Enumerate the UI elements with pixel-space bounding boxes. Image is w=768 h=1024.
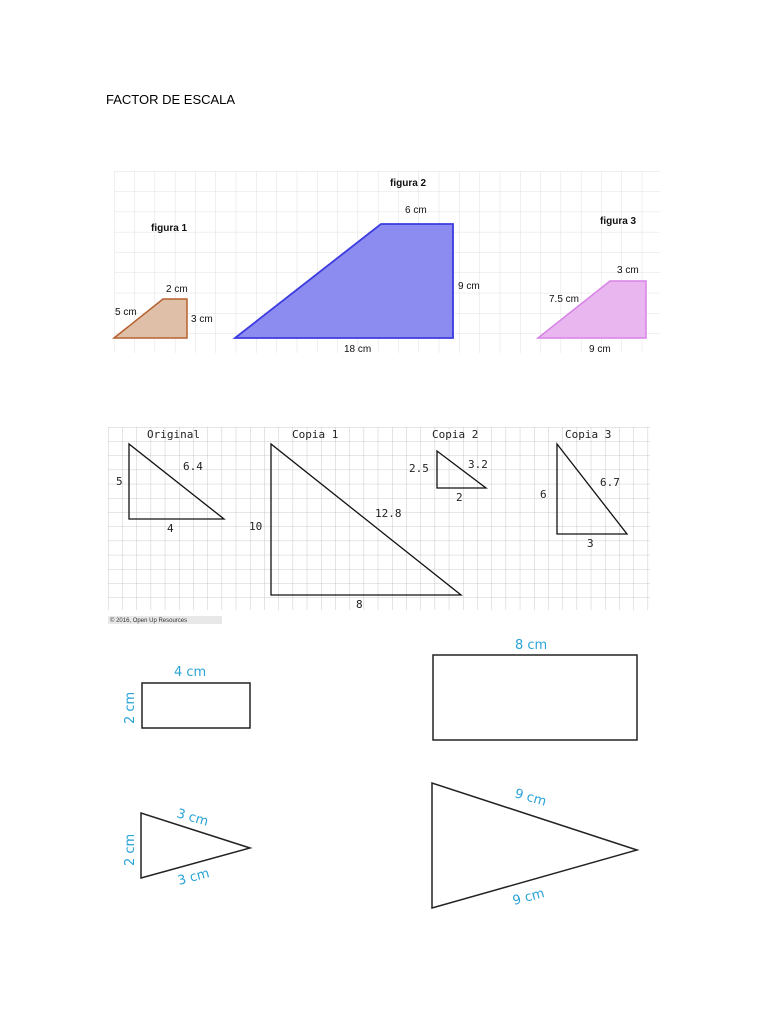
large-rectangle <box>433 655 637 740</box>
figura-3-top-label: 3 cm <box>617 265 639 276</box>
copia-2-hyp-label: 3.2 <box>468 458 488 471</box>
scale-figure-shapes <box>123 638 637 909</box>
figura-3-bottom-label: 9 cm <box>589 344 611 355</box>
copyright-text: © 2016, Open Up Resources <box>110 618 188 624</box>
figura-1-side-label: 3 cm <box>191 314 213 325</box>
large-triangle-lower-label: 9 cm <box>511 886 547 909</box>
copia-3-side-label: 6 <box>540 488 547 501</box>
figura-1-label: figura 1 <box>151 223 188 234</box>
figura-2-top-label: 6 cm <box>405 205 427 216</box>
original-side-label: 5 <box>116 475 123 488</box>
figura-3-label: figura 3 <box>600 216 637 227</box>
small-triangle-upper-label: 3 cm <box>174 806 211 830</box>
large-triangle-upper-label: 9 cm <box>512 786 549 810</box>
copia-1-base-label: 8 <box>356 598 363 611</box>
figura-1-slant-label: 5 cm <box>115 307 137 318</box>
copia-1-hyp-label: 12.8 <box>375 507 402 520</box>
small-rectangle <box>142 683 250 728</box>
small-triangle-lower-label: 3 cm <box>176 866 212 889</box>
figura-1-top-label: 2 cm <box>166 284 188 295</box>
figura-2-side-label: 9 cm <box>458 281 480 292</box>
copia-3-hyp-label: 6.7 <box>600 476 620 489</box>
original-hyp-label: 6.4 <box>183 460 203 473</box>
small-rectangle-height-label: 2 cm <box>123 691 138 724</box>
copia-2-side-label: 2.5 <box>409 462 429 475</box>
figura-3-slant-label: 7.5 cm <box>549 294 580 305</box>
original-title: Original <box>147 428 200 441</box>
page-title: FACTOR DE ESCALA <box>106 92 236 107</box>
figura-2-bottom-label: 18 cm <box>344 344 372 355</box>
copia-2-title: Copia 2 <box>432 428 479 441</box>
copia-3-title: Copia 3 <box>565 428 612 441</box>
copia-3-base-label: 3 <box>587 537 594 550</box>
small-triangle-side-label: 2 cm <box>123 833 138 866</box>
small-rectangle-width-label: 4 cm <box>174 665 207 680</box>
copia-1-side-label: 10 <box>249 520 263 533</box>
large-rectangle-width-label: 8 cm <box>515 638 548 653</box>
scale-figure-trapezoids <box>114 171 660 355</box>
scale-figure-triangles-grid <box>108 427 650 624</box>
figura-2-label: figura 2 <box>390 178 427 189</box>
copia-2-base-label: 2 <box>456 491 463 504</box>
copia-1-title: Copia 1 <box>292 428 339 441</box>
original-base-label: 4 <box>167 522 174 535</box>
